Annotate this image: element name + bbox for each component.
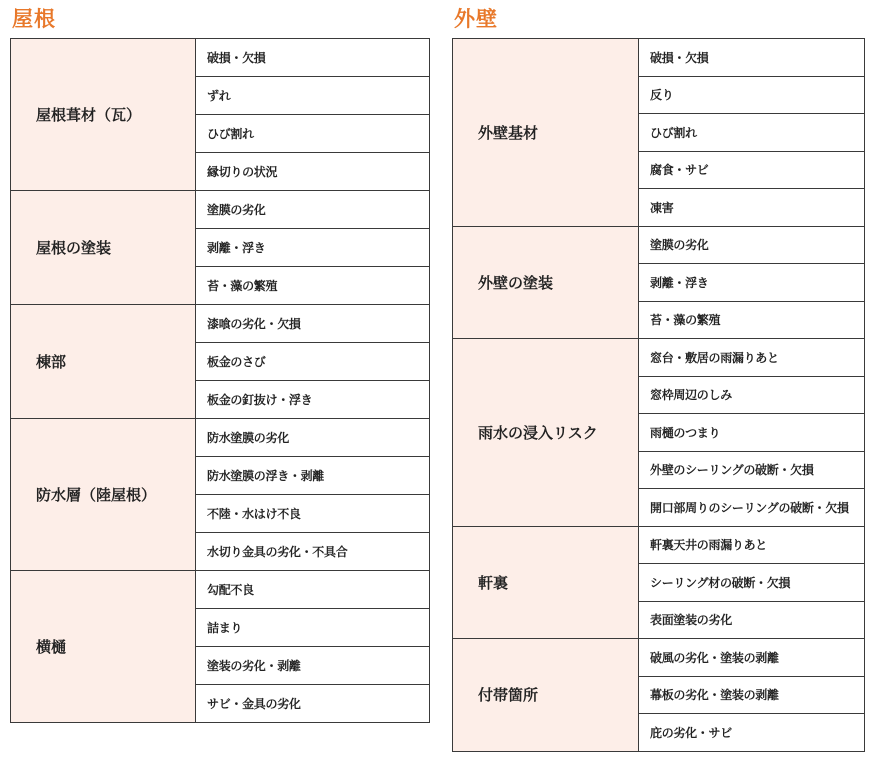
category-cell: 軒裏: [453, 526, 639, 639]
item-cell: ひび割れ: [196, 115, 430, 153]
item-cell: 苔・藻の繁殖: [196, 267, 430, 305]
table-row: [453, 339, 865, 377]
item-cell: 水切り金具の劣化・不具合: [196, 533, 430, 571]
item-cell: 破風の劣化・塗装の剥離: [639, 639, 865, 677]
item-cell: シーリング材の破断・欠損: [639, 564, 865, 602]
item-cell: 板金の釘抜け・浮き: [196, 381, 430, 419]
item-cell: 窓台・敷居の雨漏りあと: [639, 339, 865, 377]
item-cell: 苔・藻の繁殖: [639, 301, 865, 339]
item-cell: 庇の劣化・サビ: [639, 714, 865, 752]
table-row: [11, 39, 430, 77]
roof-inspection-table: [10, 38, 430, 723]
table-row: [453, 39, 865, 77]
item-cell: 破損・欠損: [196, 39, 430, 77]
item-cell: 剥離・浮き: [639, 264, 865, 302]
item-cell: 板金のさび: [196, 343, 430, 381]
item-cell: 雨樋のつまり: [639, 414, 865, 452]
table-row: [453, 639, 865, 677]
item-cell: 塗膜の劣化: [196, 191, 430, 229]
table-row: [11, 419, 430, 457]
category-cell: 棟部: [11, 305, 196, 419]
item-cell: 表面塗装の劣化: [639, 601, 865, 639]
item-cell: 反り: [639, 76, 865, 114]
item-cell: 詰まり: [196, 609, 430, 647]
table-row: [11, 191, 430, 229]
item-cell: 漆喰の劣化・欠損: [196, 305, 430, 343]
item-cell: 塗装の劣化・剥離: [196, 647, 430, 685]
item-cell: 破損・欠損: [639, 39, 865, 77]
wall-section: [452, 0, 865, 752]
item-cell: 塗膜の劣化: [639, 226, 865, 264]
table-row: [453, 226, 865, 264]
table-row: [453, 526, 865, 564]
table-row: [11, 305, 430, 343]
item-cell: ひび割れ: [639, 114, 865, 152]
item-cell: 開口部周りのシーリングの破断・欠損: [639, 489, 865, 527]
category-cell: 付帯箇所: [453, 639, 639, 752]
item-cell: 軒裏天井の雨漏りあと: [639, 526, 865, 564]
item-cell: 凍害: [639, 189, 865, 227]
item-cell: 外壁のシーリングの破断・欠損: [639, 451, 865, 489]
item-cell: 剥離・浮き: [196, 229, 430, 267]
roof-section-title: 屋根: [12, 7, 56, 31]
category-cell: 屋根の塗装: [11, 191, 196, 305]
roof-section: [10, 0, 430, 723]
wall-section-title: 外壁: [454, 7, 498, 31]
item-cell: 窓枠周辺のしみ: [639, 376, 865, 414]
category-cell: 横樋: [11, 571, 196, 723]
wall-inspection-table: [452, 38, 865, 752]
category-cell: 外壁基材: [453, 39, 639, 227]
category-cell: 屋根葺材（瓦）: [11, 39, 196, 191]
category-cell: 雨水の浸入リスク: [453, 339, 639, 527]
table-row: [11, 571, 430, 609]
category-cell: 防水層（陸屋根）: [11, 419, 196, 571]
item-cell: 不陸・水はけ不良: [196, 495, 430, 533]
item-cell: 縁切りの状況: [196, 153, 430, 191]
item-cell: ずれ: [196, 77, 430, 115]
item-cell: 幕板の劣化・塗装の剥離: [639, 676, 865, 714]
item-cell: 防水塗膜の浮き・剥離: [196, 457, 430, 495]
item-cell: 腐食・サビ: [639, 151, 865, 189]
item-cell: サビ・金具の劣化: [196, 685, 430, 723]
item-cell: 防水塗膜の劣化: [196, 419, 430, 457]
item-cell: 勾配不良: [196, 571, 430, 609]
category-cell: 外壁の塗装: [453, 226, 639, 339]
